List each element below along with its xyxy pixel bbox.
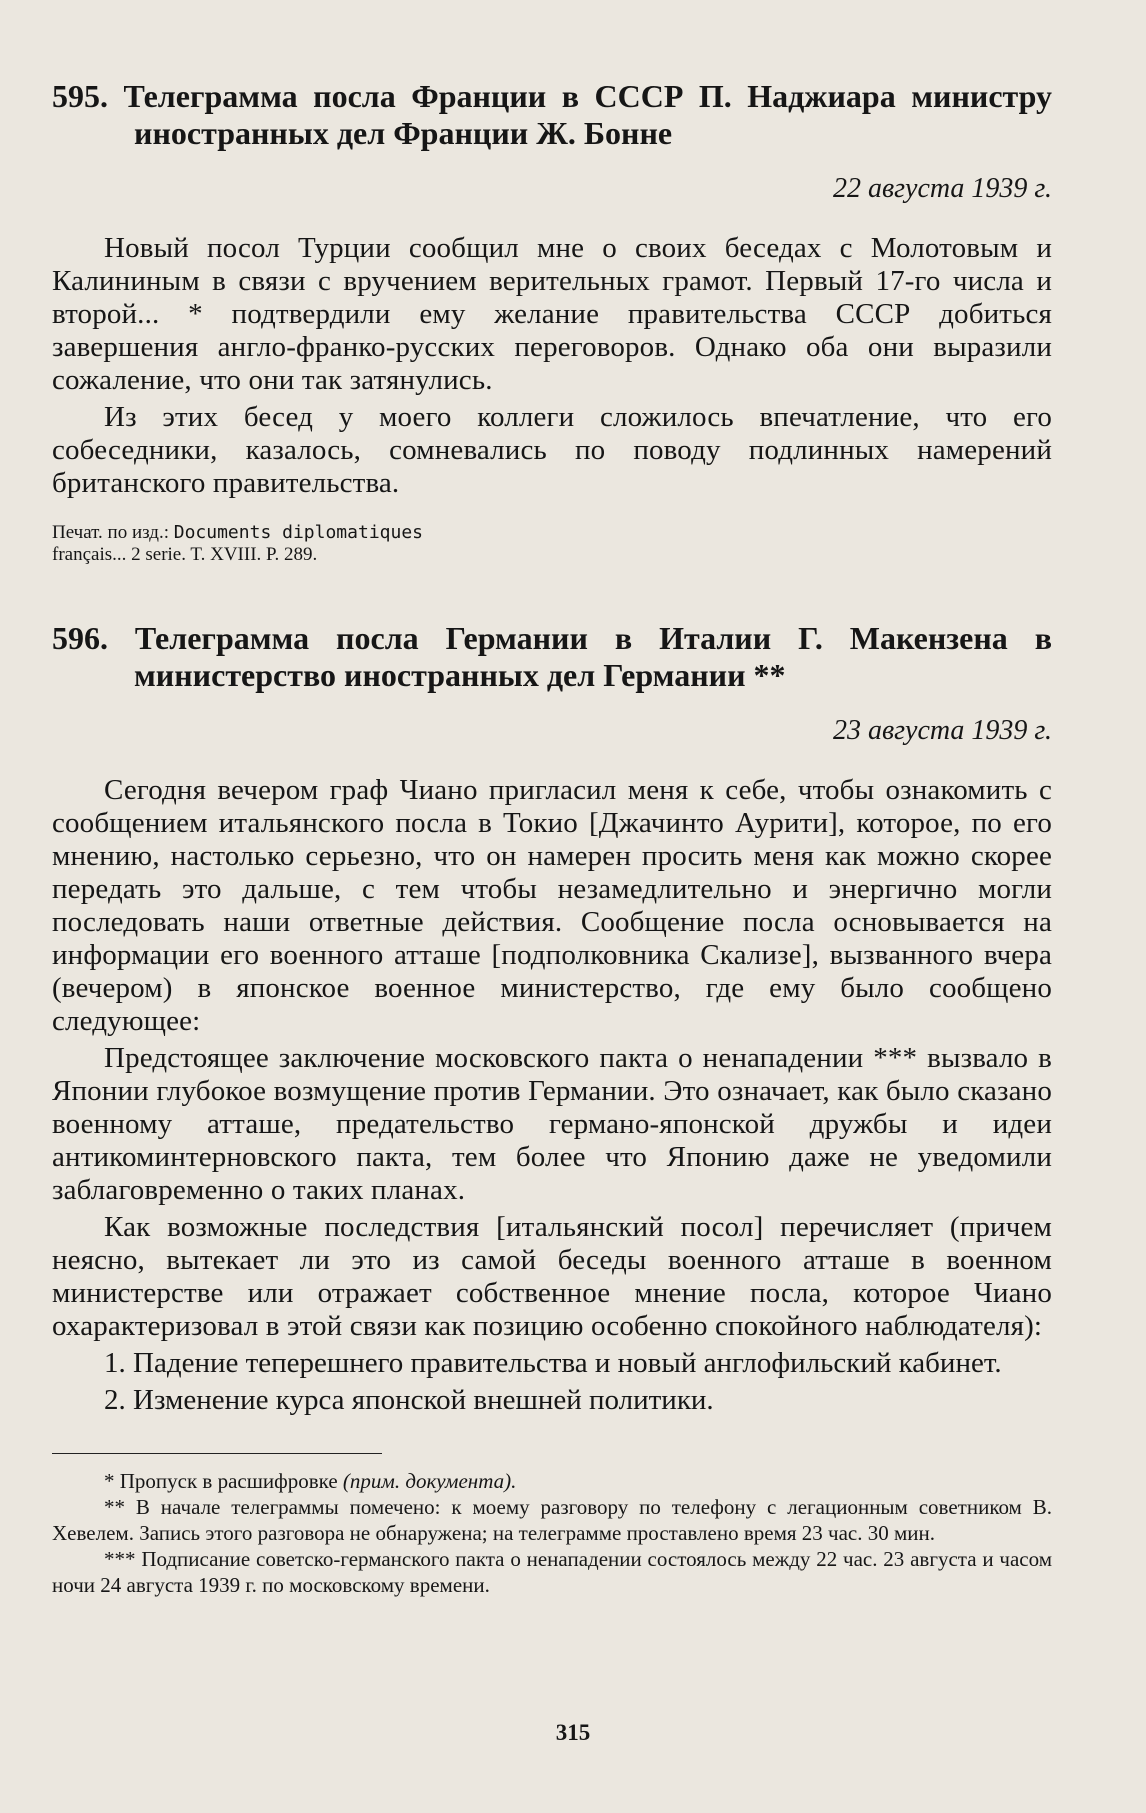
footnote-1	[52, 1468, 1052, 1494]
doc-596-heading: 596. Телеграмма посла Германии в Италии Г. Макензена в министерство иностранных дел Германии **	[52, 620, 1052, 693]
doc-596-list-item-2: 2. Изменение курса японской внешней политики.	[104, 1384, 714, 1416]
doc-595-paragraph-2: Из этих бесед у моего коллеги сложилось впечатление, что его собеседники, казалось, сомневались по поводу подлинных намерений британского правительства.	[52, 401, 1052, 499]
doc-595-source-note	[52, 522, 572, 566]
footnote-1-text: * Пропуск в расшифровке	[104, 1469, 343, 1493]
doc-595-date: 22 августа 1939 г.	[832, 173, 1052, 204]
footnote-divider	[52, 1453, 382, 1454]
document-page	[52, 78, 1052, 1598]
doc-596-paragraph-2: Предстоящее заключение московского пакта о ненападении *** вызвало в Японии глубокое возмущение против Германии. Это означает, как было сказано военному атташе, предательство германо-японской дружбы и идеи антикоминтерновского пакта, тем более что Японию даже не уведомили заблаговременно о таких планах.	[52, 1042, 1052, 1206]
footnote-2: ** В начале телеграммы помечено: к моему разговору по телефону с легационным советником В. Хевелем. Запись этого разговора не обнаружена; на телеграмме проставлено время 23 час. 30 мин.	[52, 1495, 1052, 1545]
doc-596-list-item-1: 1. Падение теперешнего правительства и новый англофильский кабинет.	[104, 1347, 1002, 1379]
doc-595-paragraph-1: Новый посол Турции сообщил мне о своих беседах с Молотовым и Калининым в связи с вручением верительных грамот. Первый 17-го числа и второй... * подтвердили ему желание правительства СССР добиться завершения англо-франко-русских переговоров. Однако оба они выразили сожаление, что они так затянулись.	[52, 232, 1052, 396]
doc-596-paragraph-3: Как возможные последствия [итальянский посол] перечисляет (причем неясно, вытекает ли это из самой беседы военного атташе в военном министерстве или отражает собственное мнение посла, которое Чиано охарактеризовал в этой связи как позицию особенно спокойного наблюдателя):	[52, 1211, 1052, 1342]
doc-596-date: 23 августа 1939 г.	[832, 715, 1052, 746]
source-prefix: Печат. по изд.:	[52, 522, 174, 543]
footnote-3: *** Подписание советско-германского пакта о ненападении состоялось между 22 час. 23 августа и часом ночи 24 августа 1939 г. по московскому времени.	[52, 1547, 1052, 1597]
source-title: Documents diplomatiques	[173, 522, 423, 543]
doc-596-paragraph-1: Сегодня вечером граф Чиано пригласил меня к себе, чтобы ознакомить с сообщением итальянского посла в Токио [Джачинто Аурити], которое, по его мнению, настолько серьезно, что он намерен просить меня как можно скорее передать это дальше, с тем чтобы незамедлительно и энергично могли последовать наши ответные действия. Сообщение посла основывается на информации его военного атташе [подполковника Скализе], вызванного вчера (вечером) в японское военное министерство, где ему было сообщено следующее:	[52, 774, 1052, 1037]
footnote-1-italic: (прим. документа).	[342, 1469, 517, 1493]
doc-595-heading: 595. Телеграмма посла Франции в СССР П. Наджиара министру иностранных дел Франции Ж. Бонне	[52, 78, 1052, 151]
source-rest: français... 2 serie. T. XVIII. P. 289.	[52, 544, 318, 565]
page-number: 315	[555, 1720, 591, 1745]
